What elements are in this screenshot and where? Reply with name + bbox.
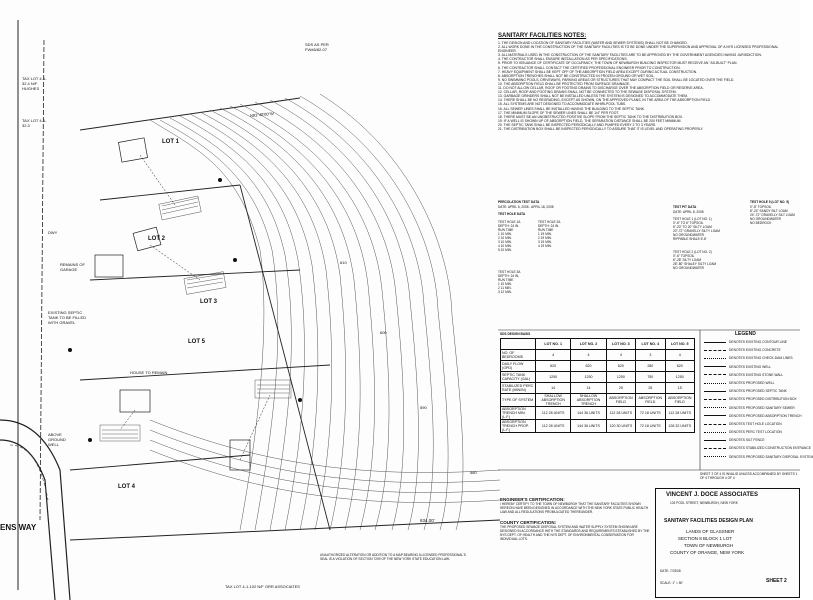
sds-cell: 620	[536, 361, 571, 372]
note-line: 19. IF A WELL IS SHOWN UP OF ABSORPTION FIELD, THE SEPARATION DISTANCE SHALL BE 200 FEET MINIMUM.	[498, 118, 682, 123]
test-hole-data-title: TEST HOLE DATA	[498, 212, 526, 216]
driveway-label: DWY	[48, 230, 58, 235]
lot-4-label: LOT 4	[118, 484, 136, 490]
house-note-label: HOUSE TO REMAIN	[130, 370, 168, 375]
legend-symbol	[704, 342, 726, 343]
sds-cell: 280	[636, 361, 665, 372]
sds-cell: SHALLOW ABSORPTION TRENCH	[571, 394, 606, 407]
legend-symbol	[704, 366, 726, 367]
perc-title: PERCOLATION TEST DATA	[498, 200, 540, 204]
sheet-number: SHEET 2	[766, 578, 787, 584]
sds-cell: 14	[571, 383, 606, 394]
sanitary-notes-title: SANITARY FACILITIES NOTES:	[498, 33, 587, 39]
legend-label: DENOTES PROPOSED DISTRIBUTION BOX	[729, 397, 797, 402]
perc-line: 2 11 MIN.	[498, 286, 512, 290]
perc-line: 0"-8" TOPSOIL	[750, 205, 772, 209]
sds-cell: 1250	[571, 372, 606, 383]
sds-cell: ABSORPTION FIELD	[665, 394, 694, 407]
legend-item	[704, 406, 800, 414]
note-line: 14. THERE SHALL BE NO REGRADING, EXCEPT AS SHOWN, ON THE APPROVED PLANS, IN THE AREA OF THE ABSORPTION FIELD.	[498, 98, 712, 103]
sds-cell: 112 28 UNITS	[536, 407, 571, 420]
sds-cell: 144 36 UNITS	[571, 407, 606, 420]
sds-cell: ABSORPTION FIELD	[636, 394, 665, 407]
legend-symbol	[704, 456, 726, 457]
perc-line: RUN TIME	[498, 228, 514, 232]
sds-table-title: SDS DESIGN BASIS	[500, 332, 531, 336]
sds-cell: 4	[571, 350, 606, 361]
legend-label: DENOTES PROPOSED SANITARY SEWER	[729, 405, 795, 410]
lot-2-label: LOT 2	[148, 236, 166, 242]
lot-5-label: LOT 5	[188, 339, 206, 345]
perc-date: DATE: APRIL 6, 2008 - APRIL 18, 2008	[498, 205, 554, 209]
perc-line: 8"-24" SANDY SILT LOAM	[750, 209, 788, 213]
title-block	[655, 488, 800, 598]
plan-subtitle-2: SECTION 8 BLOCK 1 LOT	[678, 536, 733, 541]
note-line: 20. THE SEPTIC TANK SHALL BE INSPECTED PERIODICALLY AND PUMPED EVERY 2 TO 3 YEARS.	[498, 122, 657, 127]
perc-line: DEPTH: 24 IN.	[538, 224, 560, 228]
legend-item	[704, 373, 800, 381]
perc-line: 6"-28" SILTY LOAM	[673, 258, 702, 262]
perc-line: 1 10 MIN.	[498, 232, 512, 236]
bottom-distance-label: 634.00'	[420, 518, 435, 523]
legend-list	[704, 340, 813, 463]
legend-label: DENOTES EXISTING CONCRETE	[729, 348, 781, 353]
legend-item	[704, 356, 800, 364]
legend-symbol	[704, 374, 726, 375]
sds-cell: SEPTIC TANK CAPACITY (GAL)	[501, 372, 536, 383]
note-line: 2. ALL WORK DONE IN THE CONSTRUCTION OF THE SANITARY FACILITIES IS TO BE DONE UNDER THE SUPERVISION AND APPROVAL OF A NYS LICENSED PROFESSIONAL ENGINEER.	[498, 45, 779, 54]
existing-tank-note: EXISTING SEPTIC TANK TO BE FILLED WITH GRAVEL	[48, 310, 87, 325]
county-cert-title: COUNTY CERTIFICATION:	[500, 520, 557, 525]
sds-cell: 1250	[536, 372, 571, 383]
sds-cell: 1250	[606, 372, 635, 383]
legend-item	[704, 438, 800, 446]
perc-line: DEPTH: 24 IN.	[498, 274, 520, 278]
legend-symbol	[704, 415, 726, 416]
perc-line: 4 10 MIN.	[498, 244, 512, 248]
engineer-certification	[500, 497, 650, 541]
sds-cell: NO. OF BEDROOMS	[501, 350, 536, 361]
sds-cell: 112 28 UNITS	[606, 407, 635, 420]
sds-cell: 120 30 UNITS	[606, 420, 635, 433]
perc-line: 3 19 MIN.	[538, 240, 552, 244]
test-pit-lot-2	[673, 250, 763, 270]
note-line: 18. THERE MUST BE AN UNOBSTRUCTED POSITIVE SLOPE FROM THE SEPTIC TANK TO THE DISTRIBUTION BOX.	[498, 114, 684, 119]
legend-item	[704, 365, 800, 373]
sds-design-table	[500, 338, 695, 433]
sds-header-cell: LOT NO. 5	[665, 339, 694, 350]
legend-label: DENOTES EXISTING WELL	[729, 364, 772, 369]
legend-symbol	[704, 358, 726, 359]
perc-line: 3 10 MIN.	[498, 240, 512, 244]
sds-row	[501, 350, 695, 361]
perc-line: 0"-6" TOPSOIL	[673, 254, 695, 258]
perc-line: 0"-6" TO 6" TOPSOIL	[673, 221, 704, 225]
test-pit-date: DATE: APRIL 8, 2008	[673, 210, 704, 214]
note-line: 8. ABSORPTION TRENCHES SHALL NOT BE CONSTRUCTED IN FROZEN GROUND OR WET SOIL.	[498, 73, 655, 78]
legend-item	[704, 381, 800, 389]
remains-garage-label: REMAINS OF GARAGE	[60, 262, 85, 272]
note-line: 10. THE ABSORPTION FIELD SHALL BE PROTECTED FROM SURFACE DRAINAGE.	[498, 81, 631, 86]
note-line: 13. GARBAGE GRINDERS SHALL NOT BE INSTALLED UNLESS THE SYSTEM IS DESIGNED TO ACCOMMODATE THEM.	[498, 94, 688, 99]
legend-label: DENOTES EXISTING CHECK-DAM LINES	[729, 356, 793, 361]
perc-line: 1 19 MIN.	[538, 232, 552, 236]
firm-address: 103 POOL STREET, NEWBURGH, NEW YORK	[670, 501, 738, 505]
plan-subtitle-4: COUNTY OF ORANGE, NEW YORK	[670, 550, 745, 555]
legend-symbol	[704, 424, 726, 425]
perc-line: TEST HOLE 3A	[498, 270, 521, 274]
note-line: 1. THE DESIGN AND LOCATION OF SANITARY FACILITIES (WATER AND SEWER SYSTEMS) SHALL NOT BE CHANGED.	[498, 41, 688, 45]
note-line: 21. THE DISTRIBUTION BOX SHALL BE INSPECTED PERIODICALLY TO ASSURE THAT IT IS LEVEL AND OPERATING PROPERLY.	[498, 126, 704, 131]
sds-cell: 14	[536, 383, 571, 394]
legend-symbol	[704, 440, 726, 441]
perc-line: NO BEDROCK	[750, 221, 772, 225]
legend-label: DENOTES SILT FENCE	[729, 438, 765, 443]
test-hole-5-title: TEST HOLE 5 (LOT NO. 5)	[750, 200, 790, 204]
sds-cell: 112 28 UNITS	[665, 407, 694, 420]
tax-lot-bottom: TAX LOT 4-1-102 N/F ORR ASSOCIATES	[225, 584, 300, 589]
note-line: 4. THE CONTRACTOR SHALL ENSURE INSTALLATION AS PER SPECIFICATIONS.	[498, 57, 628, 62]
sds-as-per-label: SDS AS PER FW#6/82-07	[305, 42, 329, 52]
note-line: 17. THE MINIMUM SLOPE OF THE SEWER LINES SHALL BE 1/4" PER FOOT.	[498, 110, 619, 115]
engineer-cert-title: ENGINEER'S CERTIFICATION:	[500, 497, 565, 502]
sds-cell: 3	[636, 350, 665, 361]
perc-line: 3 12 MIN.	[498, 290, 512, 294]
perc-line: DEPTH: 24 IN.	[498, 224, 520, 228]
sds-row	[501, 394, 695, 407]
tax-lot-left-2: TAX LOT 4-1-32.3	[22, 118, 47, 128]
perc-line: TEST HOLE 1 (LOT NO. 1)	[673, 217, 712, 221]
lot-3-label: LOT 3	[200, 299, 218, 305]
sds-cell: 112 28 UNITS	[536, 420, 571, 433]
perc-line: RUN TIME	[538, 228, 554, 232]
perc-line: 6"-20" TO 20" SILTY LOAM	[673, 225, 712, 229]
contour-580-label: 580	[470, 470, 477, 475]
sds-cell: 72 18 UNITS	[636, 420, 665, 433]
legend-item	[704, 454, 813, 463]
sds-cell: ABSORPTION FIELD	[606, 394, 635, 407]
sds-header-cell: LOT NO. 1	[536, 339, 571, 350]
note-line: 12. CELLAR, ROOF AND FOOTING DRAINS SHALL NOT BE CONNECTED TO THE SEWAGE DISPOSAL SYSTEM.	[498, 90, 677, 95]
note-line: 11. DO NOT ALLOW CELLAR, ROOF OR FOOTING DRAINS TO DISCHARGE OVER THE ABSORPTION FIELD OR RESERVE AREA.	[498, 86, 704, 91]
sds-row	[501, 407, 695, 420]
sds-cell: ABSORPTION TRENCH MIN. (L.F.)	[501, 407, 536, 420]
note-line: 6. THE CONTRACTOR SHALL CONTACT THE CERTIFIED PROFESSIONAL ENGINEER PRIOR TO CONSTRUCTION.	[498, 65, 681, 70]
sds-cell: 620	[606, 361, 635, 372]
sds-header-cell: LOT NO. 3	[606, 339, 635, 350]
perc-line: 2 10 MIN.	[498, 236, 512, 240]
sds-row	[501, 372, 695, 383]
legend-item	[704, 430, 800, 438]
test-hole-5-data	[750, 205, 798, 225]
legend-label: DENOTES EXISTING CONTOUR LINE	[729, 340, 788, 344]
sds-cell: 15	[665, 383, 694, 394]
perc-line: 1 10 MIN.	[498, 282, 512, 286]
perc-line: TEST HOLE 2 (LOT NO. 2)	[673, 250, 712, 254]
legend-label: DENOTES PROPOSED SANITARY DISPOSAL SYSTEM	[729, 454, 813, 459]
sds-cell: DAILY FLOW (GPD)	[501, 361, 536, 372]
note-line: 16. ALL SEWER LINES SHALL BE INSTALLED HAVING THE BUILDING TO THE SEPTIC TANK.	[498, 106, 645, 111]
perc-line: NO GROUNDWATER	[750, 217, 781, 221]
sds-cell: 750	[636, 372, 665, 383]
sds-header-row	[501, 339, 695, 350]
legend-symbol	[704, 407, 726, 408]
sds-header-cell: LOT NO. 4	[636, 339, 665, 350]
legend-item	[704, 422, 800, 430]
contour-590-label: 590	[420, 405, 427, 410]
sanitary-notes-list	[498, 41, 796, 131]
legend-item	[704, 389, 800, 397]
legend-item	[704, 340, 800, 348]
note-line: 3. ALL MATERIALS USED IN THE CONSTRUCTION OF THE SANITARY FACILITIES ARE TO BE APPROVED BY THE GOVERNMENT AGENCIES HAVING JURISDICTION.	[498, 53, 762, 58]
plan-subtitle-1: LANDS OF GLASSNER	[686, 529, 735, 534]
plan-title: SANITARY FACILITIES DESIGN PLAN	[664, 518, 753, 524]
sds-cell: 72 18 UNITS	[636, 407, 665, 420]
county-cert-text: THE PROPOSED SEWAGE DISPOSAL SYSTEM AND WATER SUPPLY SYSTEM SHOWN ARE DESIGNED IN ACCORDANCE WITH THE STANDARDS AND REQUIREMENTS ESTABLISHED BY THE NYS DEPT. OF HEALTH AND THE NYS DEPT. OF ENVIRONMENTAL CONSERVATION FOR INDIVIDUAL LOTS.	[500, 525, 650, 541]
perc-line: TEST HOLE 1A	[498, 220, 521, 224]
firm-name: VINCENT J. DOCE ASSOCIATES	[666, 492, 759, 498]
perc-line: 24"-72" GRAVELLY SILT LOAM	[750, 213, 795, 217]
perc-line: NO GROUNDWATER	[673, 233, 704, 237]
perc-line: 4 19 MIN.	[538, 244, 552, 248]
tax-lot-left-1: TAX LOT 4-1-32.4 N/F HUGHES	[22, 76, 47, 91]
sds-cell: SHALLOW ABSORPTION TRENCH	[536, 394, 571, 407]
contour-610-label: 610	[340, 260, 347, 265]
legend-label: DENOTES TEST HOLE LOCATION	[729, 421, 782, 426]
sds-cell: TYPE OF SYSTEM	[501, 394, 536, 407]
note-line: 9. NO SWIMMING POOLS, DRIVEWAYS, PARKING AREAS OR STRUCTURES THAT MAY COMPACT THE SOIL SHALL BE LOCATED OVER THE FIELD.	[498, 77, 735, 82]
legend-symbol	[704, 399, 726, 400]
sheet-validity-note: SHEET 2 OF 4 IS INVALID UNLESS ACCOMPANIED BY SHEETS 1 OF 4 THROUGH 4 OF 4	[700, 472, 798, 480]
sds-cell: 620	[571, 361, 606, 372]
road-bearing-label: N83°48'00"W	[249, 110, 274, 119]
perc-line: TEST HOLE 2A	[538, 220, 561, 224]
note-line: 15. ALL SYSTEMS ARE NOT DESIGNED TO ACCOMMODATE WHIRLPOOL TUBS.	[498, 102, 627, 107]
legend-label: DENOTES PROPOSED ABSORPTION TRENCH	[729, 413, 802, 418]
sds-cell: STABILIZED PERC RATE (MIN/IN)	[501, 383, 536, 394]
alteration-warning: UNAUTHORIZED ALTERATION OR ADDITION TO A MAP BEARING A LICENSED PROFESSIONAL'S SEAL IS A VIOLATION OF SECTION 7209 OF THE NEW YORK STATE EDUCATION LAW.	[320, 553, 466, 561]
legend-symbol	[704, 391, 726, 392]
legend-label: DENOTES PERC TEST LOCATION	[729, 430, 782, 435]
legend-item	[704, 348, 800, 356]
note-line: 7. HEAVY EQUIPMENT SHALL BE KEPT OFF OF THE ABSORPTION FIELD AREA EXCEPT DURING ACTUAL CONSTRUCTION.	[498, 69, 698, 74]
plan-scale: SCALE: 1" = 50'	[660, 581, 683, 585]
sds-cell: 144 36 UNITS	[571, 420, 606, 433]
perc-line: 20"-72" GRAVELLY SILTY LOAM	[673, 229, 720, 233]
lot-1-label: LOT 1	[162, 139, 180, 145]
legend-item	[704, 397, 800, 405]
perc-line: 28"-80" SHALEY SILTY LOAM	[673, 262, 717, 266]
note-line: 5. PRIOR TO ISSUANCE OF CERTIFICATE OF OCCUPANCY, THE TOWN OF NEWBURGH BUILDING INSPECTOR MUST RECEIVE AN "AS-BUILT" PLAN.	[498, 61, 738, 66]
perc-test-section	[498, 200, 798, 328]
legend-label: DENOTES PROPOSED SEPTIC TANK	[729, 389, 787, 394]
sds-cell: 128 32 UNITS	[665, 420, 694, 433]
road-name-label: ENS WAY	[0, 523, 37, 532]
plan-date: DATE: 7/23/08	[660, 569, 681, 573]
legend-symbol	[704, 432, 726, 433]
sds-cell: 620	[665, 361, 694, 372]
sds-cell: ABSORPTION TRENCH PROP. (L.F.)	[501, 420, 536, 433]
contour-600-label: 600	[380, 330, 387, 335]
legend-label: DENOTES PROPOSED WELL	[729, 380, 775, 385]
test-pit-title: TEST PIT DATA	[673, 205, 697, 209]
sds-header-cell	[501, 339, 536, 350]
sds-cell: 25	[636, 383, 665, 394]
sds-cell: 25	[606, 383, 635, 394]
sds-row	[501, 383, 695, 394]
sds-cell: 4	[665, 350, 694, 361]
plan-subtitle-3: TOWN OF NEWBURGH	[684, 543, 734, 548]
legend-symbol	[704, 350, 726, 351]
perc-line: NO GROUNDWATER	[673, 266, 704, 270]
sds-cell: 4	[606, 350, 635, 361]
sds-row	[501, 420, 695, 433]
perc-col-b	[538, 220, 598, 248]
sds-header-cell: LOT NO. 2	[571, 339, 606, 350]
sds-cell: 4	[536, 350, 571, 361]
sds-cell: 1250	[665, 372, 694, 383]
perc-line: RUN TIME	[498, 278, 514, 282]
perc-line: 5 10 MIN.	[498, 248, 512, 252]
legend-item	[704, 414, 800, 422]
legend-title: LEGEND	[735, 331, 756, 337]
legend-label: DENOTES STABILIZED CONSTRUCTION ENTRANCE	[729, 446, 812, 451]
legend-symbol	[704, 383, 726, 384]
engineer-cert-text: I HEREBY CERTIFY TO THE TOWN OF NEWBURGH THAT THE SANITARY FACILITIES SHOWN HEREON HAVE BEEN DESIGNED IN ACCORDANCE WITH THE NEW YORK STATE PUBLIC HEALTH LAW AND ALL REGULATIONS PROMULGATED THEREUNDER.	[500, 502, 649, 514]
perc-line: RIPPABLE SHALE 6'-8'	[673, 237, 707, 241]
legend-label: DENOTES EXISTING STONE WALL	[729, 372, 784, 377]
perc-col-c	[498, 270, 558, 294]
sds-row	[501, 361, 695, 372]
sanitary-notes	[498, 34, 796, 131]
perc-line: 2 19 MIN.	[538, 236, 552, 240]
legend-item	[704, 446, 812, 454]
above-ground-well-label: ABOVE GROUND WELL	[48, 432, 66, 447]
legend-symbol	[704, 448, 726, 449]
